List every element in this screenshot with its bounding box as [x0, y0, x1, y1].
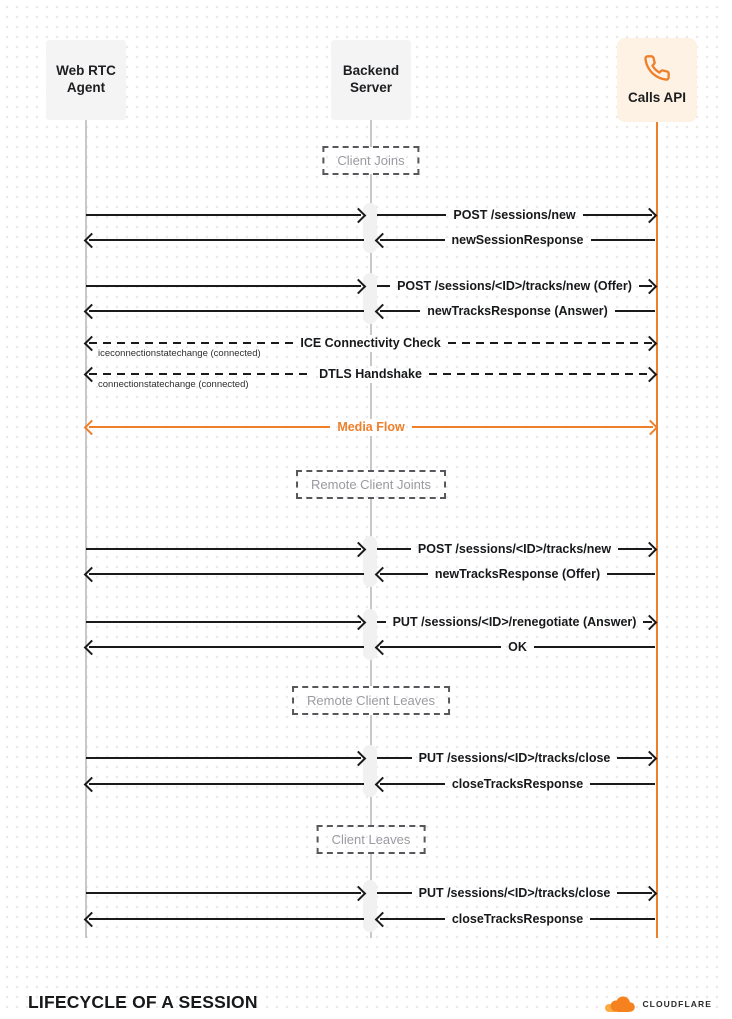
actor-label: Backend Server — [342, 63, 400, 95]
arrowhead-right-icon — [642, 278, 658, 294]
arrow-line — [377, 548, 411, 550]
connection-state-note: connectionstatechange (connected) — [98, 379, 249, 390]
arrowhead-right-icon — [351, 278, 367, 294]
arrow-line — [412, 426, 653, 428]
cloudflare-wordmark: CLOUDFLARE — [642, 999, 712, 1009]
message-put-tracks-close-1 — [377, 750, 655, 766]
message-post-sessions-new — [377, 207, 655, 223]
message-arrow-request — [86, 541, 364, 557]
arrowhead-left-icon — [84, 335, 100, 351]
arrow-line — [89, 646, 364, 648]
phone-icon — [643, 54, 671, 82]
message-arrow-response — [86, 911, 364, 927]
arrowhead-left-icon — [84, 566, 100, 582]
phase-client-joins: Client Joins — [322, 146, 419, 175]
arrowhead-left-icon — [84, 232, 100, 248]
arrow-line — [89, 310, 364, 312]
message-label: OK — [508, 640, 527, 654]
activation-bar — [363, 536, 377, 587]
arrow-line — [380, 646, 501, 648]
arrowhead-right-icon — [642, 207, 658, 223]
arrow-line — [534, 646, 655, 648]
arrow-line — [590, 918, 655, 920]
arrow-line — [89, 573, 364, 575]
arrowhead-right-icon — [642, 614, 658, 630]
message-label: POST /sessions/<ID>/tracks/new — [417, 542, 612, 556]
arrowhead-right-icon — [351, 614, 367, 630]
arrowhead-right-icon — [351, 541, 367, 557]
lifeline-backend-server-seg1 — [370, 120, 372, 147]
arrow-line — [377, 621, 386, 623]
message-label: DTLS Handshake — [319, 367, 422, 381]
activation-bar — [363, 203, 377, 253]
arrowhead-right-icon — [643, 419, 659, 435]
arrowhead-right-icon — [642, 335, 658, 351]
arrow-line — [89, 426, 330, 428]
message-label: closeTracksResponse — [451, 777, 584, 791]
message-label: newTracksResponse (Offer) — [434, 567, 601, 581]
arrowhead-left-icon — [84, 776, 100, 792]
message-arrow-request — [86, 885, 364, 901]
page-title: LIFECYCLE OF A SESSION — [28, 992, 258, 1012]
arrowhead-right-icon — [642, 750, 658, 766]
arrow-line-dashed — [448, 342, 652, 344]
message-arrow-request — [86, 278, 364, 294]
message-arrow-request — [86, 750, 364, 766]
arrow-line — [377, 285, 390, 287]
activation-bar — [363, 745, 377, 797]
actor-backend-server — [331, 40, 411, 120]
arrow-line-dashed — [89, 342, 293, 344]
message-post-tracks-new-offer — [377, 278, 655, 294]
actor-calls-api — [617, 38, 697, 122]
message-label: PUT /sessions/<ID>/tracks/close — [418, 751, 611, 765]
message-new-tracks-response-answer — [377, 303, 655, 319]
arrowhead-left-icon — [375, 566, 391, 582]
arrow-line — [86, 214, 361, 216]
activation-bar — [363, 880, 377, 932]
arrowhead-left-icon — [375, 639, 391, 655]
arrowhead-right-icon — [642, 885, 658, 901]
message-put-renegotiate-answer — [377, 614, 655, 630]
phase-client-leaves: Client Leaves — [317, 825, 426, 854]
message-close-tracks-response-1 — [377, 776, 655, 792]
arrowhead-left-icon — [375, 303, 391, 319]
arrowhead-right-icon — [351, 750, 367, 766]
arrow-line — [377, 214, 446, 216]
message-arrow-response — [86, 639, 364, 655]
cloudflare-cloud-icon — [602, 994, 638, 1014]
message-label: PUT /sessions/<ID>/tracks/close — [418, 886, 611, 900]
message-post-tracks-new — [377, 541, 655, 557]
cloudflare-logo — [602, 994, 712, 1014]
arrow-line — [89, 783, 364, 785]
arrowhead-left-icon — [375, 776, 391, 792]
arrowhead-left-icon — [84, 303, 100, 319]
actor-label: Web RTC Agent — [56, 63, 116, 95]
message-new-tracks-response-offer — [377, 566, 655, 582]
message-put-tracks-close-2 — [377, 885, 655, 901]
arrowhead-left-icon — [375, 232, 391, 248]
activation-bar — [363, 609, 377, 660]
actor-label: Calls API — [627, 89, 687, 105]
message-label: newTracksResponse (Answer) — [427, 304, 608, 318]
message-close-tracks-response-2 — [377, 911, 655, 927]
message-label: ICE Connectivity Check — [300, 336, 441, 350]
arrow-line — [377, 892, 412, 894]
arrow-line — [86, 285, 361, 287]
message-label: closeTracksResponse — [451, 912, 584, 926]
message-label: newSessionResponse — [451, 233, 584, 247]
arrowhead-right-icon — [642, 541, 658, 557]
arrow-line — [89, 239, 364, 241]
phase-remote-client-joins: Remote Client Joints — [296, 470, 446, 499]
arrowhead-right-icon — [351, 885, 367, 901]
message-arrow-request — [86, 207, 364, 223]
message-label: POST /sessions/<ID>/tracks/new (Offer) — [397, 279, 632, 293]
arrow-line — [377, 757, 412, 759]
arrow-line — [89, 918, 364, 920]
arrowhead-left-icon — [84, 911, 100, 927]
message-arrow-response — [86, 303, 364, 319]
message-arrow-response — [86, 232, 364, 248]
message-label: POST /sessions/new — [453, 208, 576, 222]
arrow-line-dashed — [429, 373, 652, 375]
arrow-line — [86, 757, 361, 759]
arrowhead-left-icon — [84, 639, 100, 655]
message-arrow-request — [86, 614, 364, 630]
ice-state-note: iceconnectionstatechange (connected) — [98, 348, 261, 359]
arrowhead-right-icon — [642, 366, 658, 382]
lifeline-backend-server-seg3 — [370, 352, 372, 366]
arrowhead-left-icon — [375, 911, 391, 927]
arrow-line — [590, 783, 655, 785]
lifeline-calls-api — [656, 120, 658, 938]
arrow-line — [86, 892, 361, 894]
arrow-line — [86, 621, 361, 623]
arrow-line — [86, 548, 361, 550]
phase-remote-client-leaves: Remote Client Leaves — [292, 686, 450, 715]
lifeline-backend-server-seg5 — [370, 436, 372, 470]
arrowhead-right-icon — [351, 207, 367, 223]
actor-webrtc-agent — [46, 40, 126, 120]
message-new-session-response — [377, 232, 655, 248]
arrow-line-dashed — [89, 373, 312, 375]
arrowhead-left-icon — [84, 366, 100, 382]
arrowhead-left-icon — [84, 419, 100, 435]
message-media-flow — [86, 419, 656, 435]
lifeline-backend-server-seg4 — [370, 383, 372, 419]
message-arrow-response — [86, 776, 364, 792]
message-arrow-response — [86, 566, 364, 582]
message-ok — [377, 639, 655, 655]
message-label: Media Flow — [337, 420, 405, 434]
arrow-line — [607, 573, 655, 575]
arrow-line — [591, 239, 656, 241]
activation-bar — [363, 273, 377, 324]
arrow-line — [615, 310, 655, 312]
message-label: PUT /sessions/<ID>/renegotiate (Answer) — [392, 615, 637, 629]
